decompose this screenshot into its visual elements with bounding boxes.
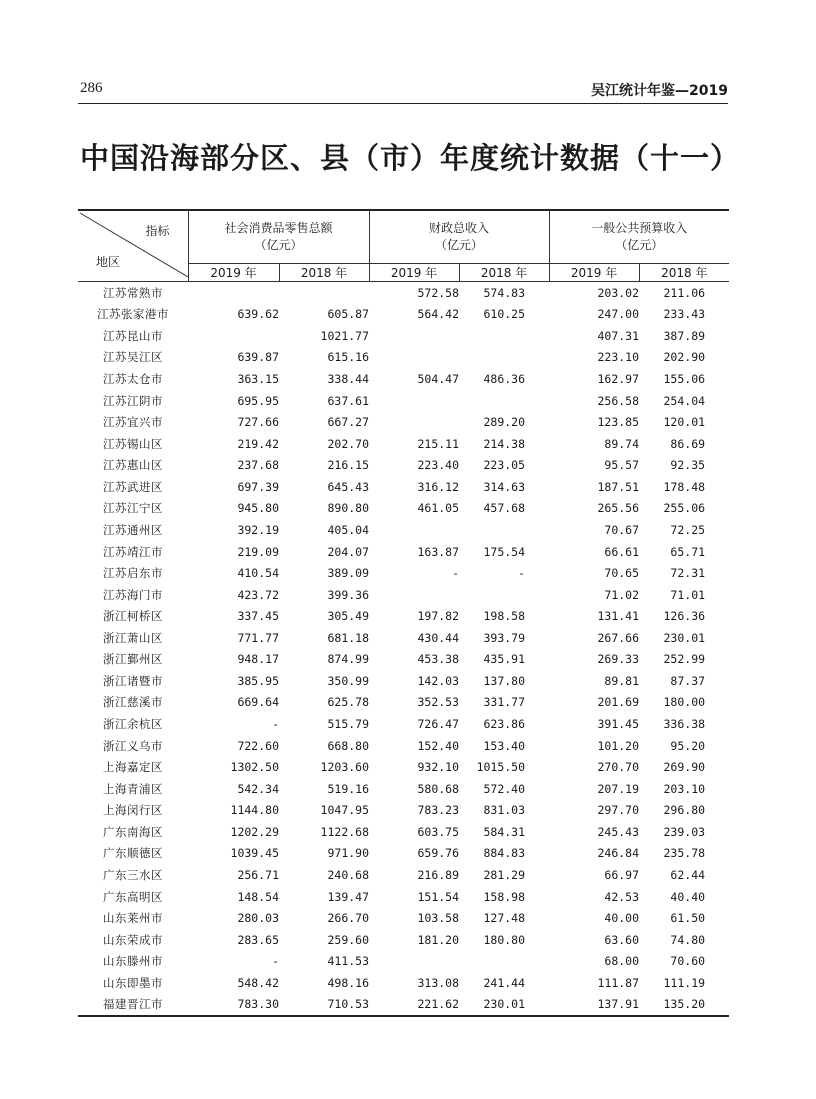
value-cell: 726.47 [417, 717, 460, 732]
table-row [78, 929, 729, 951]
value-cell: 71.01 [670, 587, 706, 602]
value-cell: 245.43 [597, 824, 640, 839]
value-cell: 265.56 [597, 501, 640, 516]
value-cell: 605.87 [327, 307, 370, 322]
value-cell: 580.68 [417, 781, 460, 796]
value-cell: 385.95 [237, 673, 279, 688]
value-cell: 486.36 [483, 372, 526, 387]
value-cell [459, 347, 549, 369]
value-cell: 269.90 [663, 760, 706, 775]
region-cell: 浙江萧山区 [103, 630, 163, 645]
region-cell: 江苏武进区 [103, 479, 163, 494]
table-row [78, 498, 729, 520]
value-cell: 669.64 [237, 695, 279, 710]
table-row [78, 390, 729, 412]
value-cell: 40.00 [604, 911, 640, 926]
value-cell [459, 325, 549, 347]
group-unit: （亿元） [435, 238, 484, 252]
value-cell: 727.66 [237, 415, 279, 430]
value-cell: 74.80 [670, 932, 706, 947]
value-cell: 659.76 [417, 846, 460, 861]
value-cell: 197.82 [417, 609, 460, 624]
value-cell: 519.16 [327, 781, 370, 796]
value-cell: 187.51 [597, 479, 640, 494]
value-cell: 70.67 [604, 522, 640, 537]
value-cell: 151.54 [417, 889, 460, 904]
value-cell: 405.04 [327, 522, 370, 537]
value-cell: 457.68 [483, 501, 526, 516]
table-row [78, 756, 729, 778]
value-cell: 111.87 [597, 975, 640, 990]
value-cell: 203.02 [597, 285, 640, 300]
value-cell: 202.70 [327, 436, 370, 451]
value-cell: 564.42 [417, 307, 460, 322]
value-cell: 131.41 [597, 609, 640, 624]
value-cell: 120.01 [663, 415, 706, 430]
value-cell: 572.58 [417, 285, 460, 300]
region-cell: 江苏靖江市 [103, 544, 163, 559]
table-row [78, 994, 729, 1017]
table-row [78, 476, 729, 498]
value-cell [459, 519, 549, 541]
region-cell: 广东顺德区 [103, 846, 163, 861]
value-cell: 435.91 [483, 652, 526, 667]
region-cell: 江苏吴江区 [103, 350, 163, 365]
header-rule [78, 103, 728, 104]
year-header: 2018 年 [459, 264, 549, 282]
value-cell: - [452, 566, 460, 581]
value-cell: 1144.80 [230, 803, 279, 818]
corner-region-label: 地区 [96, 255, 121, 269]
value-cell: 158.98 [483, 889, 526, 904]
value-cell [279, 282, 369, 304]
value-cell [369, 584, 459, 606]
year-header: 2018 年 [279, 264, 369, 282]
value-cell: 668.80 [327, 738, 370, 753]
value-cell: 1015.50 [476, 760, 526, 775]
value-cell: 1302.50 [230, 760, 279, 775]
value-cell [369, 519, 459, 541]
value-cell: 316.12 [417, 479, 460, 494]
value-cell: 1039.45 [230, 846, 279, 861]
value-cell [369, 390, 459, 412]
value-cell [369, 325, 459, 347]
value-cell: 137.80 [483, 673, 526, 688]
value-cell [459, 584, 549, 606]
table-row [78, 541, 729, 563]
value-cell: 948.17 [237, 652, 279, 667]
value-cell: 623.86 [483, 717, 526, 732]
value-cell: 256.58 [597, 393, 640, 408]
value-cell: 681.18 [327, 630, 370, 645]
value-cell: 884.83 [483, 846, 526, 861]
value-cell: 542.34 [237, 781, 279, 796]
value-cell: 178.48 [663, 479, 706, 494]
value-cell: 103.58 [417, 911, 460, 926]
value-cell: 572.40 [483, 781, 526, 796]
table-row [78, 519, 729, 541]
value-cell: 255.06 [663, 501, 706, 516]
group-header-retail-sales [188, 210, 369, 264]
value-cell: 95.57 [604, 458, 640, 473]
value-cell: 66.97 [604, 867, 640, 882]
table-row [78, 692, 729, 714]
value-cell: 363.15 [237, 372, 279, 387]
value-cell: 127.48 [483, 911, 526, 926]
year-header: 2019 年 [188, 264, 279, 282]
value-cell: 639.62 [237, 307, 279, 322]
value-cell [188, 282, 279, 304]
value-cell: 338.44 [327, 372, 370, 387]
value-cell: 259.60 [327, 932, 370, 947]
value-cell: 350.99 [327, 673, 370, 688]
region-cell: 浙江余杭区 [103, 717, 163, 732]
value-cell: 399.36 [327, 587, 370, 602]
table-row [78, 368, 729, 390]
table-row [78, 670, 729, 692]
table-row [78, 282, 729, 304]
value-cell: 202.90 [663, 350, 706, 365]
region-cell: 浙江柯桥区 [103, 609, 163, 624]
region-cell: 广东高明区 [103, 889, 163, 904]
diagonal-divider [78, 211, 188, 279]
value-cell: 223.05 [483, 458, 526, 473]
value-cell: 162.97 [597, 372, 640, 387]
value-cell: 270.70 [597, 760, 640, 775]
table-row [78, 347, 729, 369]
value-cell: 92.35 [670, 458, 706, 473]
table-row [78, 713, 729, 735]
value-cell: 219.09 [237, 544, 279, 559]
table-row [78, 627, 729, 649]
value-cell: 280.03 [237, 911, 279, 926]
value-cell: 221.62 [369, 994, 459, 1017]
value-cell: 68.00 [604, 954, 640, 969]
value-cell: 296.80 [663, 803, 706, 818]
value-cell: 932.10 [417, 760, 460, 775]
statistics-table [78, 209, 729, 1017]
value-cell: 461.05 [417, 501, 460, 516]
value-cell: 874.99 [327, 652, 370, 667]
table-row [78, 800, 729, 822]
value-cell: 198.58 [483, 609, 526, 624]
region-cell: 江苏江阴市 [103, 393, 163, 408]
value-cell: 63.60 [604, 932, 640, 947]
value-cell: 771.77 [237, 630, 279, 645]
region-cell: 江苏通州区 [103, 522, 163, 537]
value-cell: 831.03 [483, 803, 526, 818]
table-row [78, 821, 729, 843]
table-row [78, 864, 729, 886]
table-row [78, 562, 729, 584]
region-cell: 江苏惠山区 [103, 458, 163, 473]
region-cell: 浙江鄞州区 [103, 652, 163, 667]
value-cell: 515.79 [327, 717, 370, 732]
region-cell: 上海闵行区 [103, 803, 163, 818]
value-cell [369, 411, 459, 433]
value-cell: 70.60 [670, 954, 706, 969]
value-cell: 283.65 [237, 932, 279, 947]
value-cell: 584.31 [483, 824, 526, 839]
region-cell: 山东即墨市 [103, 975, 163, 990]
value-cell: 783.30 [188, 994, 279, 1017]
region-cell: 福建晋江市 [78, 994, 188, 1017]
table-row [78, 433, 729, 455]
year-header: 2019 年 [549, 264, 639, 282]
value-cell: 1122.68 [320, 824, 370, 839]
value-cell: 393.79 [483, 630, 526, 645]
year-header: 2018 年 [639, 264, 729, 282]
value-cell: 241.44 [483, 975, 526, 990]
value-cell: 266.70 [327, 911, 370, 926]
value-cell: 163.87 [417, 544, 460, 559]
value-cell: 89.74 [604, 436, 640, 451]
region-cell: 江苏海门市 [103, 587, 163, 602]
value-cell: 722.60 [237, 738, 279, 753]
region-cell: 江苏张家港市 [97, 307, 169, 322]
region-cell: 山东滕州市 [103, 954, 163, 969]
value-cell: 313.08 [417, 975, 460, 990]
value-cell [369, 347, 459, 369]
value-cell: 204.07 [327, 544, 370, 559]
value-cell: 504.47 [417, 372, 460, 387]
table-body [78, 282, 729, 1017]
group-label: 财政总收入 [429, 221, 490, 235]
group-label: 社会消费品零售总额 [224, 221, 333, 235]
table-row [78, 778, 729, 800]
value-cell: 1203.60 [320, 760, 370, 775]
value-cell: 945.80 [237, 501, 279, 516]
value-cell: 314.63 [483, 479, 526, 494]
region-cell: 江苏常熟市 [103, 285, 163, 300]
region-cell: 浙江慈溪市 [103, 695, 163, 710]
value-cell: 207.19 [597, 781, 640, 796]
value-cell: 254.04 [663, 393, 706, 408]
value-cell: 783.23 [417, 803, 460, 818]
value-cell: 246.84 [597, 846, 640, 861]
region-cell: 广东三水区 [103, 867, 163, 882]
region-cell: 上海嘉定区 [103, 760, 163, 775]
value-cell: 155.06 [663, 372, 706, 387]
value-cell: 148.54 [237, 889, 279, 904]
value-cell: 240.68 [327, 867, 370, 882]
value-cell: 336.38 [663, 717, 706, 732]
value-cell: 216.15 [327, 458, 370, 473]
value-cell: 387.89 [663, 328, 706, 343]
region-cell: 广东南海区 [103, 824, 163, 839]
value-cell: 66.61 [604, 544, 640, 559]
value-cell: 1202.29 [230, 824, 279, 839]
year-header: 2019 年 [369, 264, 459, 282]
value-cell: 152.40 [417, 738, 460, 753]
value-cell: 211.06 [663, 285, 706, 300]
value-cell: 123.85 [597, 415, 640, 430]
value-cell: 337.45 [237, 609, 279, 624]
value-cell: 230.01 [663, 630, 706, 645]
value-cell: 70.65 [604, 566, 640, 581]
value-cell: 201.69 [597, 695, 640, 710]
value-cell: 153.40 [483, 738, 526, 753]
region-cell: 江苏锡山区 [103, 436, 163, 451]
value-cell: 391.45 [597, 717, 640, 732]
value-cell: - [272, 717, 279, 732]
value-cell: 40.40 [670, 889, 706, 904]
value-cell: 411.53 [327, 954, 370, 969]
table-row [78, 649, 729, 671]
table-row [78, 411, 729, 433]
group-header-fiscal-revenue [369, 210, 549, 264]
table-row [78, 972, 729, 994]
value-cell: 645.43 [327, 479, 370, 494]
value-cell: 216.89 [417, 867, 460, 882]
group-label: 一般公共预算收入 [591, 221, 688, 235]
value-cell: 697.39 [237, 479, 279, 494]
value-cell: 219.42 [237, 436, 279, 451]
group-unit: （亿元） [615, 238, 664, 252]
value-cell: 430.44 [417, 630, 460, 645]
value-cell: 87.37 [670, 673, 706, 688]
table-row [78, 735, 729, 757]
value-cell: 423.72 [237, 587, 279, 602]
table-row [78, 907, 729, 929]
region-cell: 山东莱州市 [103, 911, 163, 926]
value-cell: 71.02 [604, 587, 640, 602]
region-cell: 江苏昆山市 [103, 328, 163, 343]
value-cell: 126.36 [663, 609, 706, 624]
value-cell: 453.38 [417, 652, 460, 667]
value-cell: 101.20 [597, 738, 640, 753]
value-cell: 223.40 [417, 458, 460, 473]
value-cell: 252.99 [663, 652, 706, 667]
value-cell: 95.20 [670, 738, 706, 753]
value-cell: 625.78 [327, 695, 370, 710]
value-cell: - [272, 954, 279, 969]
value-cell: 1021.77 [320, 328, 370, 343]
value-cell: 230.01 [459, 994, 549, 1017]
table-row [78, 843, 729, 865]
value-cell: 62.44 [670, 867, 706, 882]
value-cell: 269.33 [597, 652, 640, 667]
region-cell: 江苏宜兴市 [103, 415, 163, 430]
value-cell: 142.03 [417, 673, 460, 688]
value-cell: 89.81 [604, 673, 640, 688]
value-cell: 610.25 [483, 307, 526, 322]
value-cell: 297.70 [597, 803, 640, 818]
value-cell: 233.43 [663, 307, 706, 322]
region-cell: 山东荣成市 [103, 932, 163, 947]
value-cell: 175.54 [483, 544, 526, 559]
table-row [78, 325, 729, 347]
value-cell: 498.16 [327, 975, 370, 990]
running-title: 吴江统计年鉴—2019 [591, 83, 728, 99]
value-cell: 352.53 [417, 695, 460, 710]
value-cell: 65.71 [670, 544, 706, 559]
value-cell: 203.10 [663, 781, 706, 796]
value-cell: 667.27 [327, 415, 370, 430]
value-cell: 181.20 [417, 932, 460, 947]
value-cell: 137.91 [549, 994, 639, 1017]
value-cell: 239.03 [663, 824, 706, 839]
value-cell: 637.61 [327, 393, 370, 408]
region-cell: 江苏启东市 [103, 566, 163, 581]
value-cell: 180.80 [483, 932, 526, 947]
table-row [78, 584, 729, 606]
table-row [78, 886, 729, 908]
value-cell: 223.10 [597, 350, 640, 365]
value-cell: 407.31 [597, 328, 640, 343]
value-cell: 256.71 [237, 867, 279, 882]
value-cell [459, 390, 549, 412]
value-cell: 639.87 [237, 350, 279, 365]
value-cell: - [518, 566, 526, 581]
page-title: 中国沿海部分区、县（市）年度统计数据（十一） [80, 141, 741, 175]
value-cell: 214.38 [483, 436, 526, 451]
page-number: 286 [80, 80, 103, 96]
value-cell: 548.42 [237, 975, 279, 990]
corner-header-cell [78, 210, 188, 282]
value-cell: 135.20 [639, 994, 729, 1017]
value-cell: 305.49 [327, 609, 370, 624]
value-cell: 389.09 [327, 566, 370, 581]
value-cell: 289.20 [483, 415, 526, 430]
value-cell: 72.31 [670, 566, 706, 581]
value-cell: 215.11 [417, 436, 460, 451]
value-cell: 86.69 [670, 436, 706, 451]
corner-indicator-label: 指标 [145, 224, 170, 238]
value-cell: 890.80 [327, 501, 370, 516]
value-cell: 111.19 [663, 975, 706, 990]
value-cell: 695.95 [237, 393, 279, 408]
value-cell: 281.29 [483, 867, 526, 882]
table-row [78, 950, 729, 972]
region-cell: 浙江诸暨市 [103, 673, 163, 688]
value-cell: 237.68 [237, 458, 279, 473]
value-cell: 971.90 [327, 846, 370, 861]
region-cell: 浙江义乌市 [103, 738, 163, 753]
value-cell: 615.16 [327, 350, 370, 365]
value-cell: 331.77 [483, 695, 526, 710]
value-cell: 603.75 [417, 824, 460, 839]
value-cell: 267.66 [597, 630, 640, 645]
value-cell: 410.54 [237, 566, 279, 581]
value-cell [459, 950, 549, 972]
value-cell: 574.83 [483, 285, 526, 300]
value-cell: 42.53 [604, 889, 640, 904]
value-cell: 710.53 [279, 994, 369, 1017]
value-cell: 72.25 [670, 522, 706, 537]
table-row [78, 605, 729, 627]
group-header-public-budget-revenue [549, 210, 729, 264]
region-cell: 江苏江宁区 [103, 501, 163, 516]
value-cell: 235.78 [663, 846, 706, 861]
region-cell: 上海青浦区 [103, 781, 163, 796]
table-row [78, 455, 729, 477]
group-unit: （亿元） [254, 238, 303, 252]
value-cell: 392.19 [237, 522, 279, 537]
table-row [78, 304, 729, 326]
value-cell [369, 950, 459, 972]
value-cell: 1047.95 [320, 803, 370, 818]
value-cell: 247.00 [597, 307, 640, 322]
region-cell: 江苏太仓市 [103, 372, 163, 387]
value-cell [188, 325, 279, 347]
value-cell: 180.00 [663, 695, 706, 710]
value-cell: 139.47 [327, 889, 370, 904]
value-cell: 61.50 [670, 911, 706, 926]
